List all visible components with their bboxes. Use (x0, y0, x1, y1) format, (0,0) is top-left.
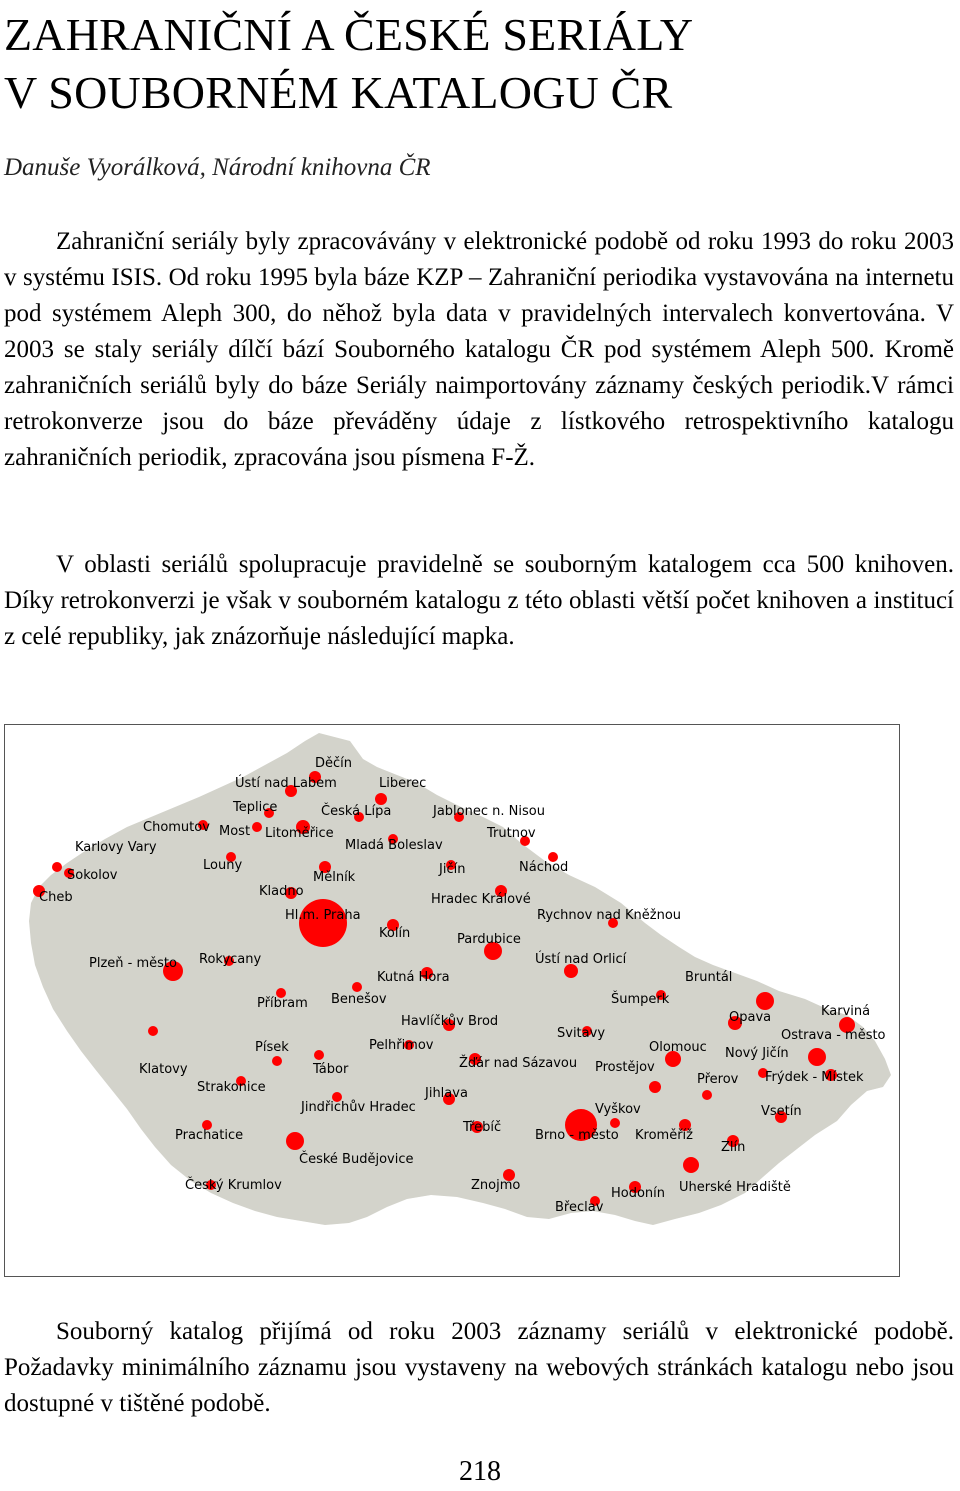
city-label: Opava (729, 1010, 772, 1025)
city-label: Hradec Králové (431, 892, 531, 907)
city-label: Tábor (313, 1062, 349, 1077)
city-label: Cheb (39, 890, 73, 905)
city-label: Hodonín (611, 1186, 666, 1201)
city-label: Prachatice (175, 1128, 244, 1143)
city-label: Kroměříž (635, 1128, 693, 1143)
city-label: Chomutov (143, 820, 210, 835)
city-label: Nový Jičín (725, 1046, 789, 1061)
title-line-2: V SOUBORNÉM KATALOGU ČR (4, 67, 673, 118)
library-dot (683, 1157, 699, 1173)
city-label: Bruntál (685, 970, 733, 985)
library-dot (610, 1118, 620, 1128)
paragraph-3: Souborný katalog přijímá od roku 2003 záznamy seriálů v elektronické podobě. Požadavky minimálního záznamu jsou vystaveny na webových stránkách katalogu nebo jsou dostupné v tištěné podobě. (4, 1318, 954, 1417)
city-label: Litoměřice (265, 826, 334, 841)
author-line: Danuše Vyorálková, Národní knihovna ČR (4, 154, 431, 181)
library-dot (148, 1026, 158, 1036)
city-label: Příbram (257, 996, 308, 1011)
city-label: Teplice (233, 800, 278, 815)
city-label: Liberec (379, 776, 427, 791)
city-label: Rychnov nad Kněžnou (537, 908, 682, 923)
city-label: Rokycany (199, 952, 262, 967)
city-label: Ústí nad Orlicí (535, 952, 627, 967)
city-label: Brno - město (535, 1128, 619, 1143)
library-dot (286, 1132, 304, 1150)
city-label: Svitavy (557, 1026, 606, 1041)
paragraph-2: V oblasti seriálů spolupracuje pravidelně se souborným katalogem cca 500 knihoven. Díky retrokonverzi je však v souborném katalogu z této oblasti větší počet knihoven a institucí z celé republiky, jak znázorňuje následující mapka. (4, 551, 954, 650)
city-label: Český Krumlov (185, 1178, 282, 1193)
library-map (4, 724, 900, 1277)
city-label: Vyškov (595, 1102, 641, 1117)
city-label: Hl.m. Praha (285, 908, 361, 923)
city-label: Znojmo (471, 1178, 521, 1193)
library-dot (649, 1081, 661, 1093)
city-label: Most (219, 824, 251, 839)
city-label: Třebíč (463, 1120, 502, 1135)
city-label: Klatovy (139, 1062, 188, 1077)
city-label: Jihlava (425, 1086, 468, 1101)
city-label: Zlín (721, 1140, 746, 1155)
city-label: Plzeň - město (89, 956, 177, 971)
city-label: Frýdek - Místek (765, 1070, 864, 1085)
city-label: Ústí nad Labem (235, 776, 337, 791)
library-dot (352, 982, 362, 992)
city-label: Kladno (259, 884, 304, 899)
city-label: Vsetín (761, 1104, 802, 1119)
article-title (4, 6, 954, 122)
library-dot (272, 1056, 282, 1066)
city-label: Uherské Hradiště (679, 1180, 791, 1195)
city-label: Kutná Hora (377, 970, 450, 985)
library-dot (702, 1090, 712, 1100)
city-label: Mělník (313, 870, 356, 885)
city-label: Šumperk (611, 992, 670, 1007)
paragraph-1: Zahraniční seriály byly zpracovávány v elektronické podobě od roku 1993 do roku 2003 v systému ISIS. Od roku 1995 byla báze KZP – Zahraniční periodika vystavována na internetu pod systémem Aleph 300, do něhož byla data v pravidelných intervalech konvertována. V 2003 se staly seriály dílčí bází Souborného katalogu ČR pod systémem Aleph 500. Kromě zahraničních seriálů byly do báze Seriály naimportovány záznamy českých periodik.V rámci retrokonverze jsou do báze převáděny údaje z lístkového retrospektivního katalogu zahraničních periodik, zpracována jsou písmena F-Ž. (4, 228, 954, 471)
city-label: Prostějov (595, 1060, 655, 1075)
city-label: Břeclav (555, 1200, 604, 1215)
city-label: Karlovy Vary (75, 840, 157, 855)
city-label: Trutnov (487, 826, 536, 841)
city-label: České Budějovice (299, 1152, 414, 1167)
library-dot (756, 992, 774, 1010)
city-label: Kolín (379, 926, 411, 941)
city-label: Náchod (519, 860, 569, 875)
city-label: Přerov (697, 1072, 739, 1087)
city-label: Žďár nad Sázavou (459, 1056, 578, 1071)
city-label: Havlíčkův Brod (401, 1014, 499, 1029)
city-label: Strakonice (197, 1080, 266, 1095)
czech-republic-map (5, 725, 899, 1276)
city-label: Karviná (821, 1004, 871, 1019)
city-label: Jablonec n. Nisou (433, 804, 545, 819)
city-label: Jičín (439, 862, 466, 877)
city-label: Sokolov (67, 868, 118, 883)
library-dot (299, 899, 347, 947)
city-label: Mladá Boleslav (345, 838, 443, 853)
city-label: Děčín (315, 756, 353, 771)
title-line-1: ZAHRANIČNÍ A ČESKÉ SERIÁLY (4, 9, 694, 60)
library-dot (808, 1048, 826, 1066)
city-label: Pelhřimov (369, 1038, 434, 1053)
city-label: Jindřichův Hradec (301, 1100, 416, 1115)
city-label: Česká Lípa (321, 804, 392, 819)
library-dot (252, 822, 262, 832)
city-label: Louny (203, 858, 243, 873)
city-label: Pardubice (457, 932, 521, 947)
page-number: 218 (459, 1456, 501, 1487)
library-dot (52, 862, 62, 872)
city-label: Olomouc (649, 1040, 707, 1055)
city-label: Ostrava - město (781, 1028, 886, 1043)
library-dot (314, 1050, 324, 1060)
city-label: Benešov (331, 992, 387, 1007)
city-label: Písek (255, 1040, 289, 1055)
